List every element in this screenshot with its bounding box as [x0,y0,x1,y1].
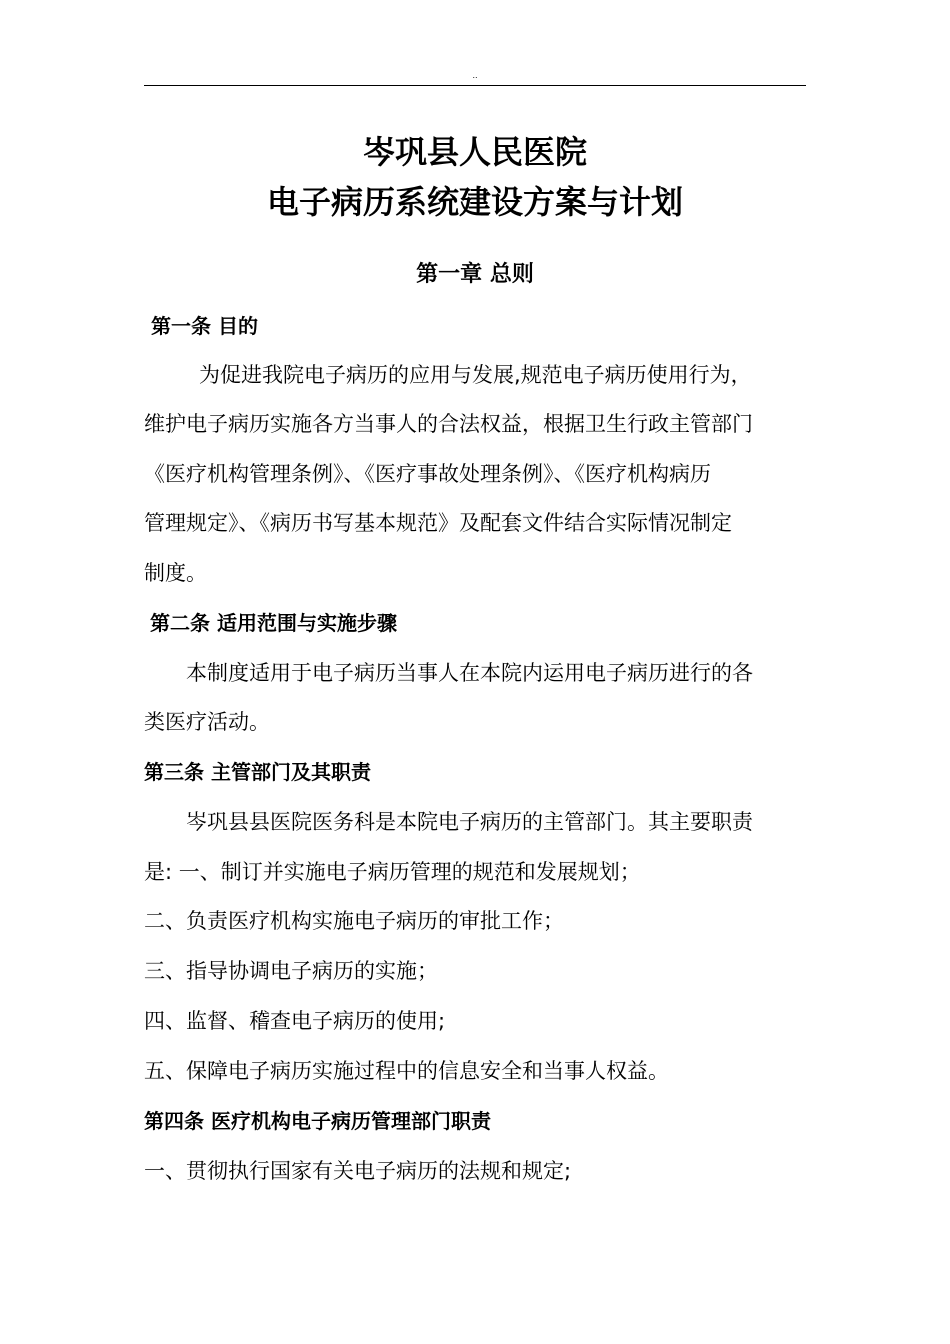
header-rule [144,85,806,86]
article-3-line-5: 四、监督、稽查电子病历的使用; [144,1009,446,1033]
article-2-heading: 第二条 适用范围与实施步骤 [150,611,397,635]
article-1-line-4: 管理规定》、《病历书写基本规范》及配套文件结合实际情况制定 [144,511,732,535]
document-title-line-2: 电子病历系统建设方案与计划 [266,183,683,221]
article-1-line-5: 制度。 [144,561,207,585]
article-3-line-1: 岑巩县县医院医务科是本院电子病历的主管部门。其主要职责 [186,810,753,834]
header-mark: .. [472,71,478,80]
article-4-line-1: 一、贯彻执行国家有关电子病历的法规和规定; [144,1159,572,1183]
chapter-title: 第一章 总则 [416,262,534,287]
article-2-line-2: 类医疗活动。 [144,710,270,734]
article-1-line-1: 为促进我院电子病历的应用与发展,规范电子病历使用行为， [199,363,752,387]
article-3-line-2: 是: 一、制订并实施电子病历管理的规范和发展规划； [144,860,641,884]
article-2-line-1: 本制度适用于电子病历当事人在本院内运用电子病历进行的各 [186,661,753,685]
article-3-heading: 第三条 主管部门及其职责 [144,760,371,784]
article-3-line-3: 二、负责医疗机构实施电子病历的审批工作； [144,909,564,933]
article-3-line-4: 三、指导协调电子病历的实施； [144,959,438,983]
document-title-line-1: 岑巩县人民医院 [362,133,587,171]
article-3-line-6: 五、保障电子病历实施过程中的信息安全和当事人权益。 [144,1059,669,1083]
article-1-line-3: 《医疗机构管理条例》、《医疗事故处理条例》、《医疗机构病历 [144,462,711,486]
article-1-line-2: 维护电子病历实施各方当事人的合法权益，根据卫生行政主管部门 [144,412,753,436]
article-1-heading: 第一条 目的 [151,314,258,338]
article-4-heading: 第四条 医疗机构电子病历管理部门职责 [144,1109,491,1133]
